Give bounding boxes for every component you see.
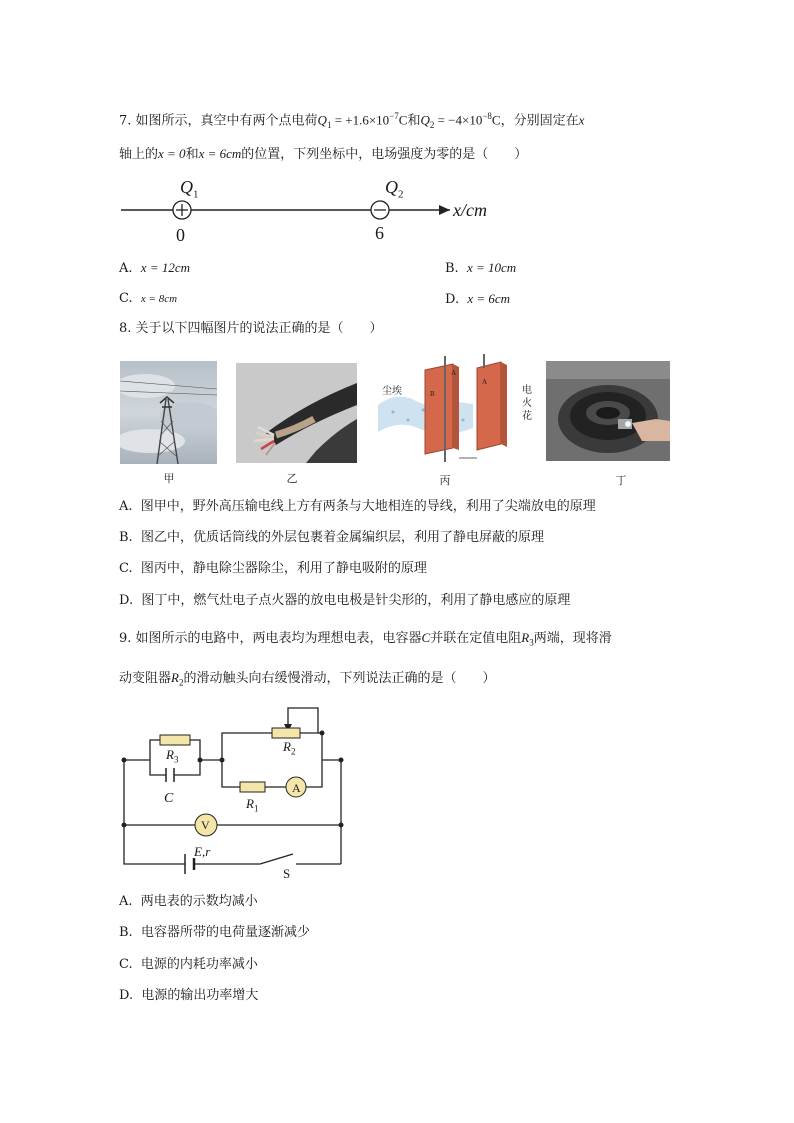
q7-option-d: D. x = 6cm xyxy=(445,291,511,307)
photo-power-tower xyxy=(120,361,217,464)
caption-ding: 丁 xyxy=(615,474,627,487)
q8-option-c: C. 图丙中，静电除尘器除尘，利用了静电吸附的原理 xyxy=(119,561,427,576)
label-a: A xyxy=(292,781,301,795)
x-axis-arrow xyxy=(439,205,450,215)
q7-fig-q1-label: $Q_1$ xyxy=(180,177,199,201)
q9-circuit-diagram xyxy=(110,700,370,885)
photo3-label-dust: 尘埃 xyxy=(382,386,402,397)
q9-stem-line2: 动变阻器$R_2$的滑动触头向右缓慢滑动，下列说法正确的是（ ） xyxy=(119,670,496,688)
q8-option-b: B. 图乙中，优质话筒线的外层包裹着金属编织层，利用了静电屏蔽的原理 xyxy=(119,530,544,545)
q8-stem: 8. 关于以下四幅图片的说法正确的是（ ） xyxy=(119,321,383,336)
q7-option-b: B. x = 10cm xyxy=(445,260,517,276)
label-r1: $R_1$ xyxy=(246,796,259,814)
photo-gas-stove-igniter xyxy=(546,361,670,461)
q7-fig-q2-label: $Q_2$ xyxy=(385,177,404,201)
photo3-label-a2: A xyxy=(482,378,488,386)
r1-resistor xyxy=(240,782,265,792)
q7-fig-q1-pos: 0 xyxy=(176,225,185,245)
q7-option-a: A. x = 12cm xyxy=(119,260,190,276)
q9-option-d: D. 电源的输出功率增大 xyxy=(119,988,259,1003)
q7-fig-axis-label: x/cm xyxy=(453,200,487,220)
q9-option-b: B. 电容器所带的电荷量逐渐减少 xyxy=(119,925,310,940)
label-r3: $R_3$ xyxy=(166,747,179,765)
caption-bing: 丙 xyxy=(439,474,451,487)
photo3-label-a1: A xyxy=(451,369,457,377)
q9-option-a: A. 两电表的示数均减小 xyxy=(119,894,258,909)
q7-fig-q2-pos: 6 xyxy=(375,223,384,243)
q9-option-c: C. 电源的内耗功率减小 xyxy=(119,957,258,972)
label-v: V xyxy=(201,818,210,832)
q8-option-a: A. 图甲中，野外高压输电线上方有两条与大地相连的导线，利用了尖端放电的原理 xyxy=(119,499,596,514)
q7-stem-line2: 轴上的x = 0和x = 6cm的位置，下列坐标中，电场强度为零的是（ ） xyxy=(119,146,528,162)
q7-option-c: C. x = 8cm xyxy=(119,291,178,306)
q8-option-d: D. 图丁中，燃气灶电子点火器的放电电极是针尖形的，利用了静电感应的原理 xyxy=(119,593,571,608)
q9-stem-line1: 9. 如图所示的电路中，两电表均为理想电表，电容器C并联在定值电阻$R_3$两端，现将滑 xyxy=(119,630,612,648)
label-s: S xyxy=(283,866,291,881)
r2-resistor xyxy=(272,728,300,738)
caption-yi: 乙 xyxy=(286,472,298,485)
photo3-label-b: B xyxy=(430,390,435,398)
label-e-r: E,r xyxy=(194,844,211,859)
label-r2: $R_2$ xyxy=(283,739,296,757)
r3-resistor xyxy=(160,735,190,745)
caption-jia: 甲 xyxy=(163,472,175,485)
label-c: C xyxy=(164,791,174,806)
photo-precipitator-diagram xyxy=(373,350,523,470)
q7-stem-line1: 7. 如图所示，真空中有两个点电荷$Q_1 = +1.6\times 10^{-7}C$和$Q_2 = -4\times 10^{-8}C$，分别固定在x xyxy=(119,111,585,130)
photo-shielded-cable xyxy=(236,363,357,463)
photo4-label: 电 火 花 xyxy=(522,385,532,422)
